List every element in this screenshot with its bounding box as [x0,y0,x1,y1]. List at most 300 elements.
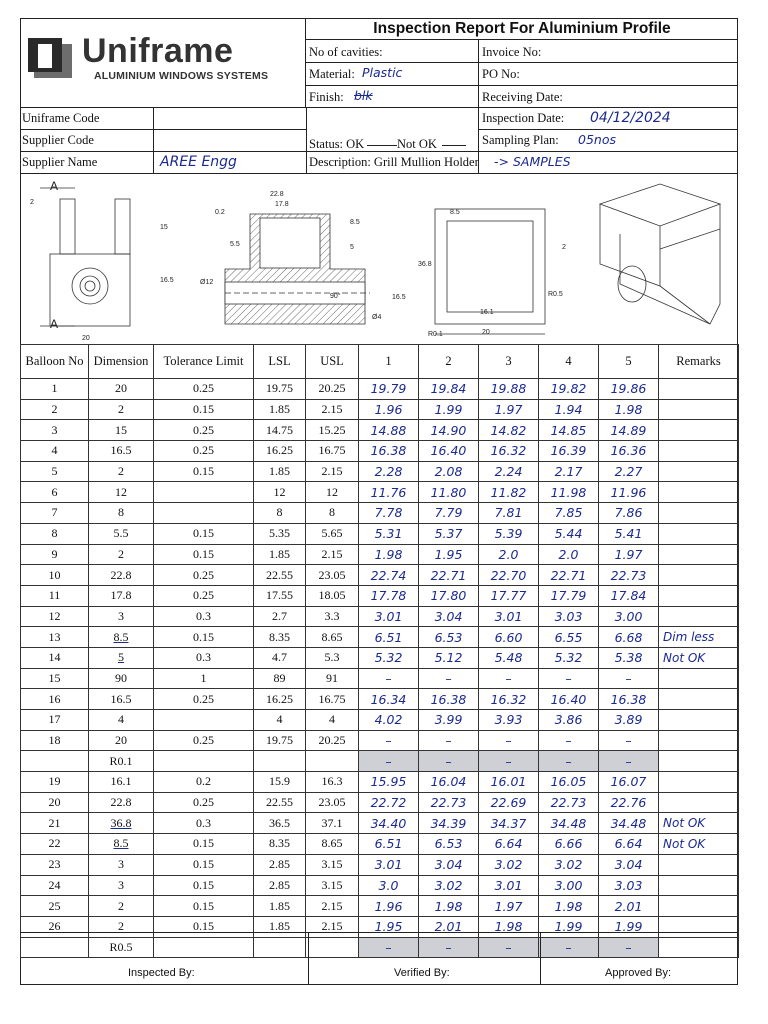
usl-cell: 8.65 [306,834,359,855]
usl-cell: 20.25 [306,730,359,751]
remarks-cell [659,606,739,627]
sample-value-cell: 1.99 [599,916,659,937]
svg-text:22.8: 22.8 [270,191,284,198]
finish-value: blk [354,88,373,103]
column-header: LSL [254,345,306,379]
table-row [21,896,739,917]
sample-value-cell: 2.27 [599,461,659,482]
svg-text:36.8: 36.8 [418,261,432,268]
inspection-date-label: Inspection Date: [482,111,565,125]
svg-text:R0.5: R0.5 [548,291,563,298]
invoice-label: Invoice No: [482,45,542,59]
remarks-cell [659,689,739,710]
sample-value-cell: – [359,751,419,772]
lsl-cell: 12 [254,482,306,503]
inspection-date-value: 04/12/2024 [590,110,671,126]
svg-text:0.2: 0.2 [215,209,225,216]
table-row [21,441,739,462]
tolerance-cell: 0.15 [154,854,254,875]
sample-value-cell: 22.73 [419,792,479,813]
dimension-cell: 36.8 [89,813,154,834]
sample-value-cell: 2.08 [419,461,479,482]
material-label: Material: [309,67,355,81]
sample-value-cell: 11.82 [479,482,539,503]
tolerance-cell: 1 [154,668,254,689]
sample-value-cell: 2.17 [539,461,599,482]
sample-value-cell: 1.98 [359,544,419,565]
sample-value-cell: 16.38 [599,689,659,710]
lsl-cell: 16.25 [254,441,306,462]
tolerance-cell: 0.25 [154,441,254,462]
dimension-cell: 16.5 [89,441,154,462]
supplier-code-label: Supplier Code [22,133,94,147]
balloon-cell: 19 [21,772,89,793]
sample-value-cell: 7.86 [599,503,659,524]
svg-text:16.1: 16.1 [480,309,494,316]
remarks-cell: Dim less [659,627,739,648]
svg-text:Ø4: Ø4 [372,314,382,321]
usl-cell: 8.65 [306,627,359,648]
sample-value-cell: 15.95 [359,772,419,793]
sample-value-cell: 17.78 [359,585,419,606]
sample-value-cell: 5.41 [599,523,659,544]
dimension-cell: 20 [89,379,154,400]
usl-cell: 2.15 [306,461,359,482]
lsl-cell: 22.55 [254,792,306,813]
sample-value-cell: 16.40 [539,689,599,710]
dimension-cell: 22.8 [89,792,154,813]
balloon-cell: 2 [21,399,89,420]
sample-value-cell: 6.64 [479,834,539,855]
sample-value-cell: – [539,751,599,772]
balloon-cell: 10 [21,565,89,586]
usl-cell: 18.05 [306,585,359,606]
dimension-cell: 4 [89,710,154,731]
sample-value-cell: 3.99 [419,710,479,731]
description-value: -> SAMPLES [494,154,571,169]
dimension-cell: 90 [89,668,154,689]
table-row [21,813,739,834]
sample-value-cell: 16.38 [419,689,479,710]
table-row [21,565,739,586]
sample-value-cell: 1.94 [539,399,599,420]
finish-label: Finish: [309,90,344,104]
uniframe-code-label: Uniframe Code [22,111,100,125]
balloon-cell: 20 [21,792,89,813]
brand-tagline: ALUMINIUM WINDOWS SYSTEMS [94,70,269,82]
svg-text:5: 5 [350,244,354,251]
sample-value-cell: 2.0 [539,544,599,565]
sample-value-cell: 19.88 [479,379,539,400]
sample-value-cell: 16.40 [419,441,479,462]
usl-cell [306,751,359,772]
report-title: Inspection Report For Aluminium Profile [306,18,738,40]
lsl-cell: 15.9 [254,772,306,793]
remarks-cell [659,565,739,586]
sample-value-cell: 22.74 [359,565,419,586]
usl-cell: 5.65 [306,523,359,544]
svg-text:2: 2 [30,199,34,206]
status-ok-label: Status: OK [309,137,365,151]
lsl-cell: 1.85 [254,896,306,917]
tolerance-cell: 0.25 [154,689,254,710]
sample-value-cell: 22.71 [419,565,479,586]
sample-value-cell: – [479,668,539,689]
lsl-cell: 5.35 [254,523,306,544]
column-header: 4 [539,345,599,379]
sample-value-cell: – [359,937,419,958]
sample-value-cell: – [539,730,599,751]
lsl-cell: 2.85 [254,875,306,896]
usl-cell: 37.1 [306,813,359,834]
logo-block [20,18,306,108]
sample-value-cell: 16.36 [599,441,659,462]
section-label-a-top: A [50,179,59,193]
sample-value-cell: 14.82 [479,420,539,441]
remarks-cell [659,854,739,875]
column-header: Remarks [659,345,739,379]
usl-cell: 3.15 [306,854,359,875]
sample-value-cell: – [359,730,419,751]
supplier-name-label: Supplier Name [22,155,98,169]
sample-value-cell: 2.24 [479,461,539,482]
tolerance-cell: 0.3 [154,606,254,627]
table-row [21,585,739,606]
sample-value-cell: 34.37 [479,813,539,834]
remarks-cell [659,399,739,420]
balloon-cell: 11 [21,585,89,606]
usl-cell: 2.15 [306,399,359,420]
tolerance-cell: 0.25 [154,420,254,441]
table-row [21,875,739,896]
sample-value-cell: 1.99 [539,916,599,937]
sample-value-cell: 34.48 [539,813,599,834]
status-not-ok-blank [442,145,466,146]
sample-value-cell: 3.0 [359,875,419,896]
sample-value-cell: 19.86 [599,379,659,400]
remarks-cell [659,792,739,813]
balloon-cell: 14 [21,647,89,668]
dimension-cell: 12 [89,482,154,503]
sampling-plan-label: Sampling Plan: [482,133,559,147]
sample-value-cell: 34.48 [599,813,659,834]
lsl-cell: 16.25 [254,689,306,710]
tolerance-cell: 0.25 [154,730,254,751]
dimension-cell: 15 [89,420,154,441]
sample-value-cell: 14.89 [599,420,659,441]
sample-value-cell: 1.95 [359,916,419,937]
dimension-cell: 22.8 [89,565,154,586]
sample-value-cell: 19.84 [419,379,479,400]
column-header: Dimension [89,345,154,379]
table-row [21,399,739,420]
sample-value-cell: 2.01 [599,896,659,917]
remarks-cell [659,896,739,917]
sample-value-cell: 1.96 [359,896,419,917]
balloon-cell: 21 [21,813,89,834]
sample-value-cell: 3.86 [539,710,599,731]
dimension-cell: R0.5 [89,937,154,958]
sample-value-cell: 5.48 [479,647,539,668]
tolerance-cell [154,482,254,503]
usl-cell: 20.25 [306,379,359,400]
measurement-table [20,344,739,958]
sample-value-cell: 7.81 [479,503,539,524]
tolerance-cell: 0.25 [154,379,254,400]
lsl-cell: 1.85 [254,399,306,420]
technical-drawing [20,173,738,345]
table-row [21,461,739,482]
sample-value-cell: – [419,937,479,958]
tolerance-cell: 0.15 [154,627,254,648]
usl-cell: 91 [306,668,359,689]
sample-value-cell: 6.60 [479,627,539,648]
svg-text:20: 20 [482,329,490,336]
remarks-cell [659,503,739,524]
usl-cell: 12 [306,482,359,503]
svg-text:5.5: 5.5 [230,241,240,248]
tolerance-cell [154,710,254,731]
sample-value-cell: 16.01 [479,772,539,793]
sample-value-cell: – [599,937,659,958]
po-label: PO No: [482,67,520,81]
dimension-cell: 2 [89,916,154,937]
dimension-cell: 8.5 [89,627,154,648]
remarks-cell [659,772,739,793]
sample-value-cell: 5.37 [419,523,479,544]
sample-value-cell: 11.98 [539,482,599,503]
sample-value-cell: 5.38 [599,647,659,668]
usl-cell: 5.3 [306,647,359,668]
sample-value-cell: 1.98 [539,896,599,917]
sample-value-cell: 3.01 [359,606,419,627]
balloon-cell: 6 [21,482,89,503]
tolerance-cell [154,503,254,524]
table-row [21,647,739,668]
lsl-cell: 8 [254,503,306,524]
sample-value-cell: 22.72 [359,792,419,813]
sample-value-cell: 34.39 [419,813,479,834]
dimension-cell: 5 [89,647,154,668]
sample-value-cell: 3.01 [359,854,419,875]
remarks-cell [659,875,739,896]
supplier-name-value: AREE Engg [160,154,237,170]
balloon-cell: 1 [21,379,89,400]
remarks-cell [659,461,739,482]
sample-value-cell: 6.53 [419,627,479,648]
approved-by-label: Approved By: [605,967,672,979]
balloon-cell: 3 [21,420,89,441]
column-header: 5 [599,345,659,379]
lsl-cell: 1.85 [254,544,306,565]
remarks-cell [659,482,739,503]
balloon-cell: 23 [21,854,89,875]
sample-value-cell: 22.73 [539,792,599,813]
sample-value-cell: 1.98 [419,896,479,917]
sample-value-cell: 16.34 [359,689,419,710]
sample-value-cell: 19.79 [359,379,419,400]
inspected-by-label: Inspected By: [128,967,195,979]
table-row [21,523,739,544]
sample-value-cell: – [359,668,419,689]
tolerance-cell: 0.15 [154,399,254,420]
remarks-cell [659,710,739,731]
dimension-cell: 3 [89,875,154,896]
usl-cell: 23.05 [306,792,359,813]
balloon-cell: 4 [21,441,89,462]
sample-value-cell: 5.31 [359,523,419,544]
lsl-cell: 22.55 [254,565,306,586]
balloon-cell: 22 [21,834,89,855]
dimension-cell: R0.1 [89,751,154,772]
column-header: 3 [479,345,539,379]
sample-value-cell: 14.90 [419,420,479,441]
balloon-cell: 9 [21,544,89,565]
svg-text:15: 15 [160,224,168,231]
dimension-cell: 16.5 [89,689,154,710]
sample-value-cell: 3.04 [419,606,479,627]
dimension-cell: 16.1 [89,772,154,793]
uniframe-logo-icon [28,38,74,78]
remarks-cell [659,379,739,400]
balloon-cell: 17 [21,710,89,731]
dimension-cell: 2 [89,544,154,565]
sample-value-cell: 3.01 [479,606,539,627]
sample-value-cell: 1.95 [419,544,479,565]
dimension-cell: 2 [89,461,154,482]
lsl-cell: 19.75 [254,730,306,751]
svg-text:Ø12: Ø12 [200,279,214,286]
remarks-cell [659,420,739,441]
sample-value-cell: 1.96 [359,399,419,420]
remarks-cell: Not OK [659,813,739,834]
tolerance-cell: 0.15 [154,461,254,482]
sample-value-cell: 1.97 [479,896,539,917]
table-row [21,792,739,813]
sample-value-cell: 1.98 [599,399,659,420]
table-row [21,503,739,524]
usl-cell: 16.3 [306,772,359,793]
receiving-date-label: Receiving Date: [482,90,563,104]
sample-value-cell: 3.04 [419,854,479,875]
dimension-cell: 17.8 [89,585,154,606]
sample-value-cell: – [419,668,479,689]
sample-value-cell: 3.93 [479,710,539,731]
lsl-cell: 1.85 [254,916,306,937]
status-not-ok-label: Not OK [397,137,437,151]
remarks-cell [659,730,739,751]
sample-value-cell: 22.71 [539,565,599,586]
sample-value-cell: 6.51 [359,627,419,648]
sample-value-cell: 34.40 [359,813,419,834]
sample-value-cell: – [479,751,539,772]
tolerance-cell: 0.25 [154,565,254,586]
table-row [21,379,739,400]
sample-value-cell: 16.32 [479,689,539,710]
table-row [21,689,739,710]
sample-value-cell: – [419,730,479,751]
sample-value-cell: 4.02 [359,710,419,731]
table-row [21,772,739,793]
balloon-cell: 25 [21,896,89,917]
sample-value-cell: 1.99 [419,399,479,420]
column-header: 1 [359,345,419,379]
svg-text:17.8: 17.8 [275,201,289,208]
sample-value-cell: 5.32 [359,647,419,668]
tolerance-cell: 0.15 [154,834,254,855]
sample-value-cell: 7.78 [359,503,419,524]
sample-value-cell: 2.28 [359,461,419,482]
usl-cell: 8 [306,503,359,524]
lsl-cell: 4 [254,710,306,731]
balloon-cell: 8 [21,523,89,544]
lsl-cell: 1.85 [254,461,306,482]
column-header: Tolerance Limit [154,345,254,379]
sample-value-cell: 17.80 [419,585,479,606]
sampling-plan-value: 05nos [578,132,616,147]
dimension-cell: 8 [89,503,154,524]
sample-value-cell: 17.77 [479,585,539,606]
sample-value-cell: 19.82 [539,379,599,400]
balloon-cell: 24 [21,875,89,896]
table-row [21,710,739,731]
sample-value-cell: 5.12 [419,647,479,668]
sample-value-cell: 11.96 [599,482,659,503]
svg-text:16.5: 16.5 [392,294,406,301]
tolerance-cell: 0.25 [154,585,254,606]
remarks-cell [659,441,739,462]
sample-value-cell: 3.02 [539,854,599,875]
lsl-cell: 2.7 [254,606,306,627]
section-label-a-bottom: A [50,317,59,331]
balloon-cell: 5 [21,461,89,482]
sample-value-cell: 17.79 [539,585,599,606]
sample-value-cell: 16.39 [539,441,599,462]
sample-value-cell: 3.03 [539,606,599,627]
lsl-cell [254,751,306,772]
sample-value-cell: 5.44 [539,523,599,544]
lsl-cell: 8.35 [254,834,306,855]
sample-value-cell: 7.85 [539,503,599,524]
lsl-cell: 4.7 [254,647,306,668]
tolerance-cell: 0.2 [154,772,254,793]
svg-text:8.5: 8.5 [350,219,360,226]
svg-text:20: 20 [82,335,90,342]
column-header: USL [306,345,359,379]
usl-cell: 15.25 [306,420,359,441]
usl-cell: 23.05 [306,565,359,586]
sample-value-cell: 22.70 [479,565,539,586]
sample-value-cell: 3.89 [599,710,659,731]
sample-value-cell: 22.69 [479,792,539,813]
verified-by-label: Verified By: [394,967,450,979]
table-header-row [21,345,739,379]
sample-value-cell: 3.00 [599,606,659,627]
svg-text:8.5: 8.5 [450,209,460,216]
column-header: 2 [419,345,479,379]
tolerance-cell: 0.25 [154,792,254,813]
sample-value-cell: 11.76 [359,482,419,503]
sample-value-cell: – [539,937,599,958]
dimension-cell: 8.5 [89,834,154,855]
sample-value-cell: 1.97 [599,544,659,565]
lsl-cell: 89 [254,668,306,689]
sample-value-cell: – [599,668,659,689]
sample-value-cell: 1.98 [479,916,539,937]
lsl-cell: 36.5 [254,813,306,834]
tolerance-cell: 0.3 [154,647,254,668]
sample-value-cell: 14.85 [539,420,599,441]
